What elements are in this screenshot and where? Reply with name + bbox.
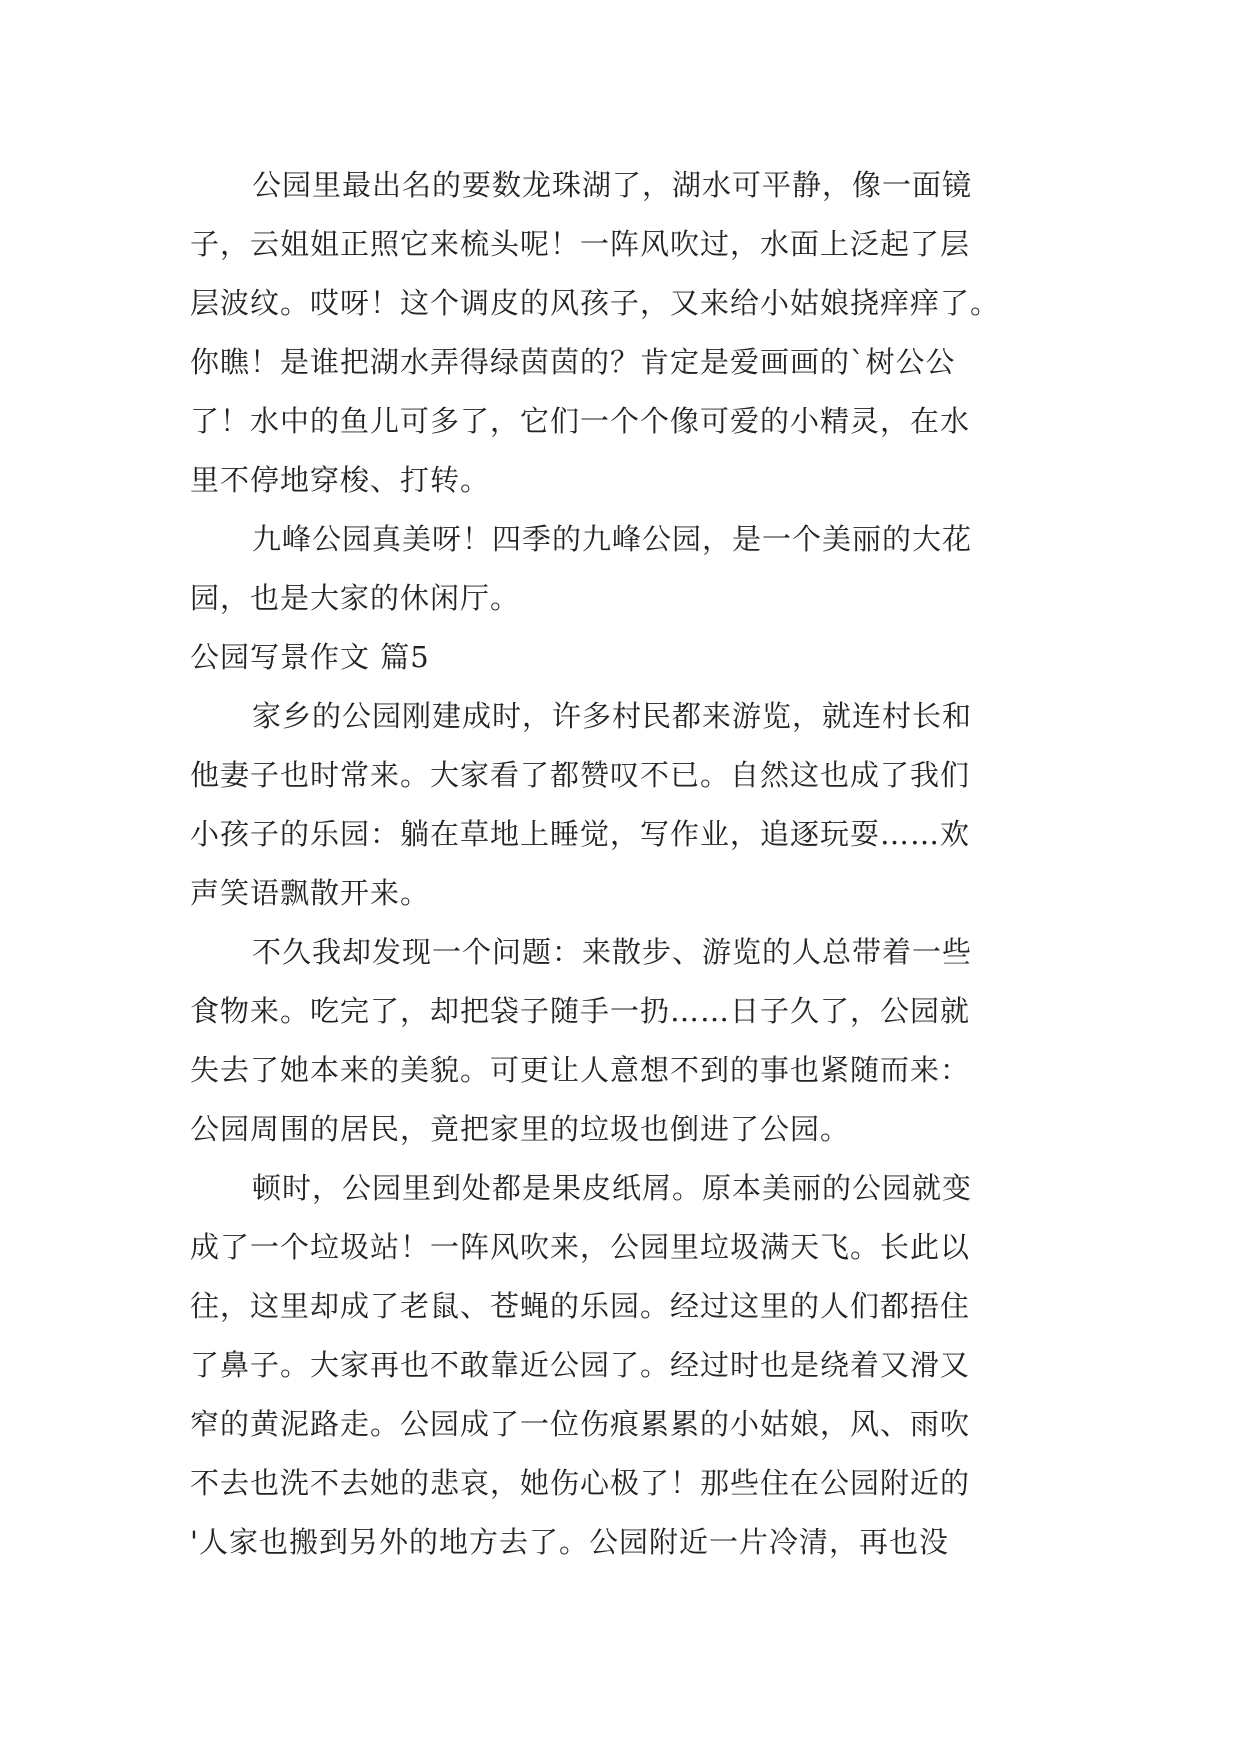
text-line: 小孩子的乐园：躺在草地上睡觉，写作业，追逐玩耍……欢 — [190, 817, 971, 851]
text-line: 往，这里却成了老鼠、苍蝇的乐园。经过这里的人们都捂住 — [190, 1289, 971, 1323]
text-line: 成了一个垃圾站！一阵风吹来，公园里垃圾满天飞。长此以 — [190, 1230, 971, 1264]
text-line: 顿时，公园里到处都是果皮纸屑。原本美丽的公园就变 — [252, 1171, 973, 1205]
text-line: 子，云姐姐正照它来梳头呢！一阵风吹过，水面上泛起了层 — [190, 227, 971, 261]
section-heading: 公园写景作文 篇5 — [190, 640, 430, 674]
text-line: 层波纹。哎呀！这个调皮的风孩子，又来给小姑娘挠痒痒了。 — [190, 286, 1001, 320]
text-line: 园，也是大家的休闲厅。 — [190, 581, 521, 615]
text-line: 九峰公园真美呀！四季的九峰公园，是一个美丽的大花 — [252, 522, 973, 556]
text-line: 了鼻子。大家再也不敢靠近公园了。经过时也是绕着又滑又 — [190, 1348, 971, 1382]
text-line: 家乡的公园刚建成时，许多村民都来游览，就连村长和 — [252, 699, 973, 733]
text-line: 失去了她本来的美貌。可更让人意想不到的事也紧随而来： — [190, 1053, 971, 1087]
text-line: 声笑语飘散开来。 — [190, 876, 431, 910]
text-line: 里不停地穿梭、打转。 — [190, 463, 491, 497]
text-line: 他妻子也时常来。大家看了都赞叹不已。自然这也成了我们 — [190, 758, 971, 792]
text-line: 不久我却发现一个问题：来散步、游览的人总带着一些 — [252, 935, 973, 969]
text-line: 不去也洗不去她的悲哀，她伤心极了！那些住在公园附近的 — [190, 1466, 971, 1500]
text-line: 食物来。吃完了，却把袋子随手一扔……日子久了，公园就 — [190, 994, 971, 1028]
text-line: 公园周围的居民，竟把家里的垃圾也倒进了公园。 — [190, 1112, 851, 1146]
text-line: 窄的黄泥路走。公园成了一位伤痕累累的小姑娘，风、雨吹 — [190, 1407, 971, 1441]
text-line: 公园里最出名的要数龙珠湖了，湖水可平静，像一面镜 — [252, 168, 973, 202]
text-line: '人家也搬到另外的地方去了。公园附近一片冷清，再也没 — [190, 1525, 949, 1559]
text-line: 你瞧！是谁把湖水弄得绿茵茵的？肯定是爱画画的`树公公 — [190, 345, 956, 379]
document-body — [190, 156, 1070, 1572]
text-line: 了！水中的鱼儿可多了，它们一个个像可爱的小精灵，在水 — [190, 404, 971, 438]
